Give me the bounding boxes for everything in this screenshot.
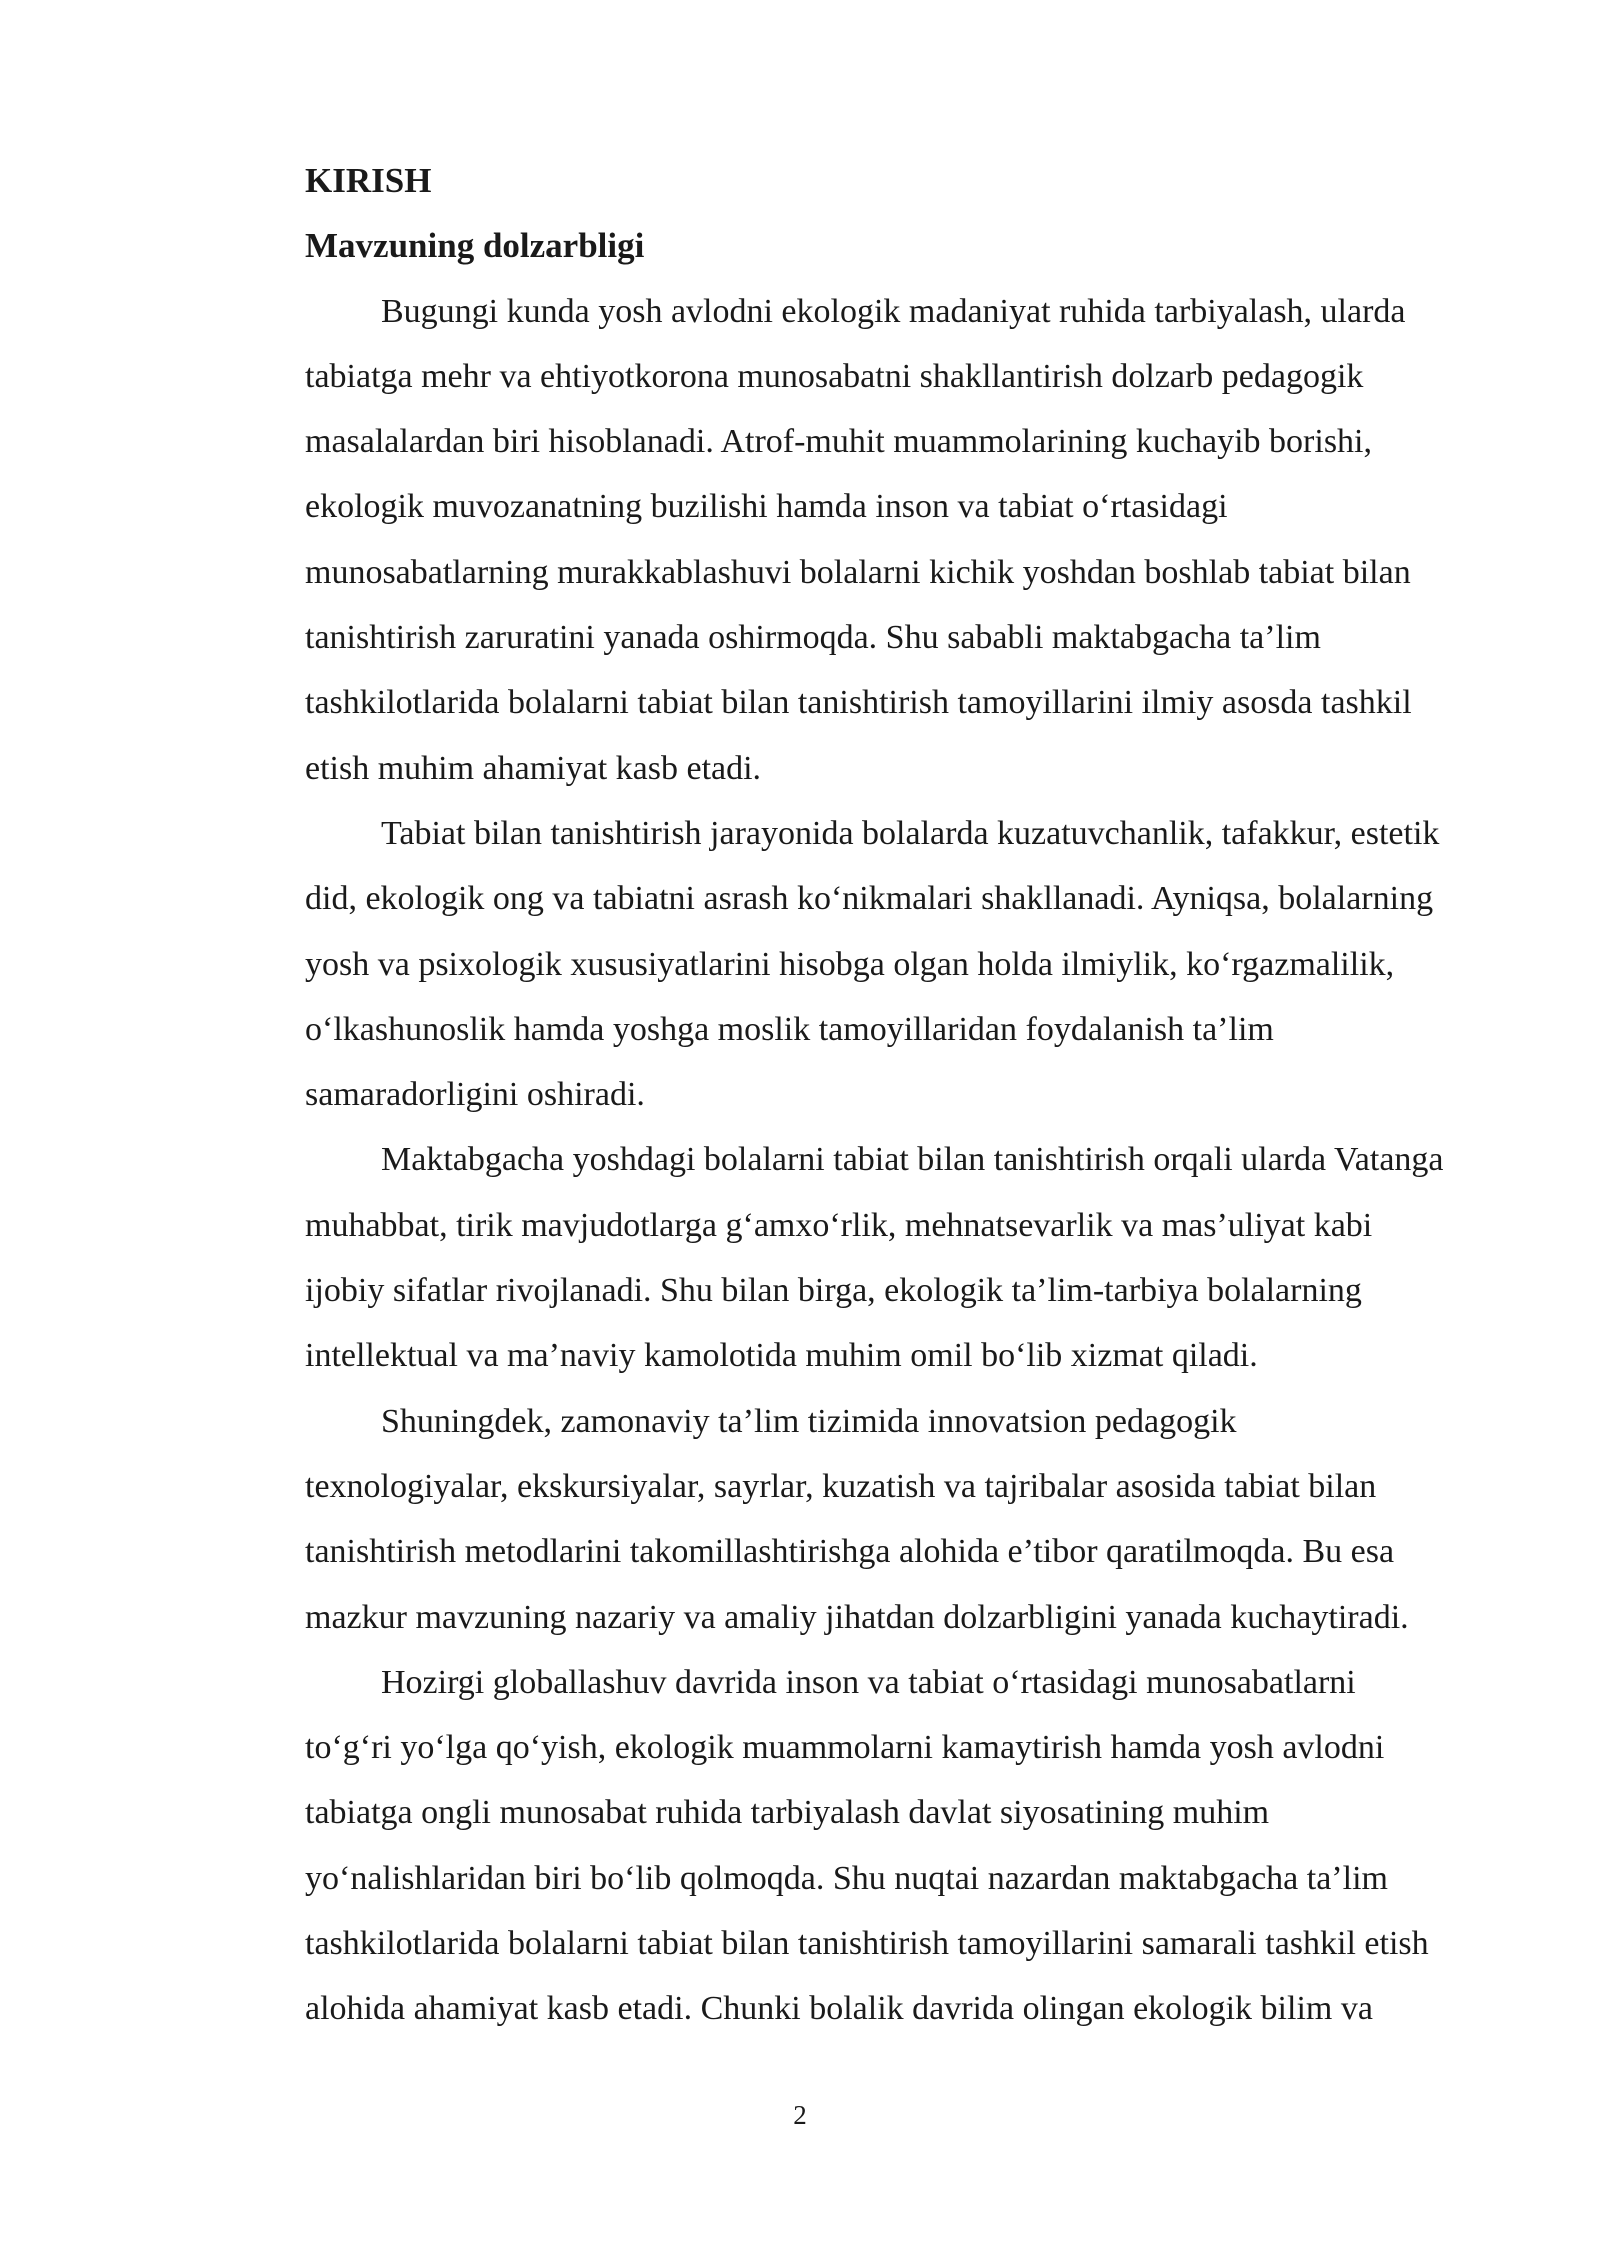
paragraph-line: yo‘nalishlaridan biri bo‘lib qolmoqda. Shu nuqtai nazardan maktabgacha ta’lim	[305, 1859, 1388, 1897]
paragraph-line: tanishtirish zaruratini yanada oshirmoqda. Shu sababli maktabgacha ta’lim	[305, 619, 1321, 657]
paragraph-line: mazkur mavzuning nazariy va amaliy jihatdan dolzarbligini yanada kuchaytiradi.	[305, 1598, 1409, 1636]
chapter-heading: KIRISH	[305, 161, 432, 200]
paragraph-line: masalalardan biri hisoblanadi. Atrof-muhit muammolarining kuchayib borishi,	[305, 423, 1372, 461]
paragraph-line: ijobiy sifatlar rivojlanadi. Shu bilan birga, ekologik ta’lim-tarbiya bolalarning	[305, 1272, 1362, 1310]
paragraph-line: alohida ahamiyat kasb etadi. Chunki bolalik davrida olingan ekologik bilim va	[305, 1990, 1373, 2028]
paragraph-5	[229, 1650, 1500, 2042]
paragraph-line: Hozirgi globallashuv davrida inson va tabiat o‘rtasidagi munosabatlarni	[381, 1663, 1356, 1701]
paragraph-line: tabiatga ongli munosabat ruhida tarbiyalash davlat siyosatining muhim	[305, 1794, 1270, 1832]
paragraph-line: did, ekologik ong va tabiatni asrash ko‘nikmalari shakllanadi. Ayniqsa, bolalarning	[305, 880, 1434, 918]
paragraph-line: yosh va psixologik xususiyatlarini hisobga olgan holda ilmiylik, ko‘rgazmalilik,	[305, 945, 1395, 983]
paragraph-line: samaradorligini oshiradi.	[305, 1076, 645, 1114]
paragraph-line: ekologik muvozanatning buzilishi hamda inson va tabiat o‘rtasidagi	[305, 488, 1228, 526]
paragraph-line: Maktabgacha yoshdagi bolalarni tabiat bilan tanishtirish orqali ularda Vatanga	[381, 1141, 1444, 1179]
paragraph-1	[229, 279, 1500, 801]
paragraph-3	[229, 1127, 1500, 1388]
paragraph-2	[229, 801, 1500, 1127]
paragraph-line: Tabiat bilan tanishtirish jarayonida bolalarda kuzatuvchanlik, tafakkur, estetik	[381, 814, 1440, 852]
paragraph-line: Bugungi kunda yosh avlodni ekologik madaniyat ruhida tarbiyalash, ularda	[381, 292, 1406, 330]
paragraph-line: Shuningdek, zamonaviy ta’lim tizimida innovatsion pedagogik	[381, 1402, 1237, 1440]
paragraph-line: tashkilotlarida bolalarni tabiat bilan tanishtirish tamoyillarini samarali tashkil etish	[305, 1925, 1429, 1963]
paragraph-line: o‘lkashunoslik hamda yoshga moslik tamoyillaridan foydalanish ta’lim	[305, 1010, 1274, 1048]
paragraph-line: intellektual va ma’naviy kamolotida muhim omil bo‘lib xizmat qiladi.	[305, 1337, 1258, 1375]
section-heading: Mavzuning dolzarbligi	[305, 226, 645, 266]
body-text	[229, 148, 1500, 2042]
paragraph-line: tabiatga mehr va ehtiyotkorona munosabatni shakllantirish dolzarb pedagogik	[305, 357, 1364, 395]
paragraph-line: tanishtirish metodlarini takomillashtirishga alohida e’tibor qaratilmoqda. Bu esa	[305, 1533, 1395, 1571]
page-number: 2	[793, 2100, 807, 2130]
paragraph-line: to‘g‘ri yo‘lga qo‘yish, ekologik muammolarni kamaytirish hamda yosh avlodni	[305, 1729, 1385, 1767]
paragraph-line: tashkilotlarida bolalarni tabiat bilan tanishtirish tamoyillarini ilmiy asosda tashkil	[305, 684, 1412, 722]
paragraph-line: etish muhim ahamiyat kasb etadi.	[305, 749, 762, 787]
paragraph-line: munosabatlarning murakkablashuvi bolalarni kichik yoshdan boshlab tabiat bilan	[305, 553, 1411, 591]
paragraph-line: texnologiyalar, ekskursiyalar, sayrlar, kuzatish va tajribalar asosida tabiat bilan	[305, 1467, 1377, 1505]
paragraph-4	[229, 1389, 1500, 1650]
paragraph-line: muhabbat, tirik mavjudotlarga g‘amxo‘rlik, mehnatsevarlik va mas’uliyat kabi	[305, 1206, 1373, 1244]
